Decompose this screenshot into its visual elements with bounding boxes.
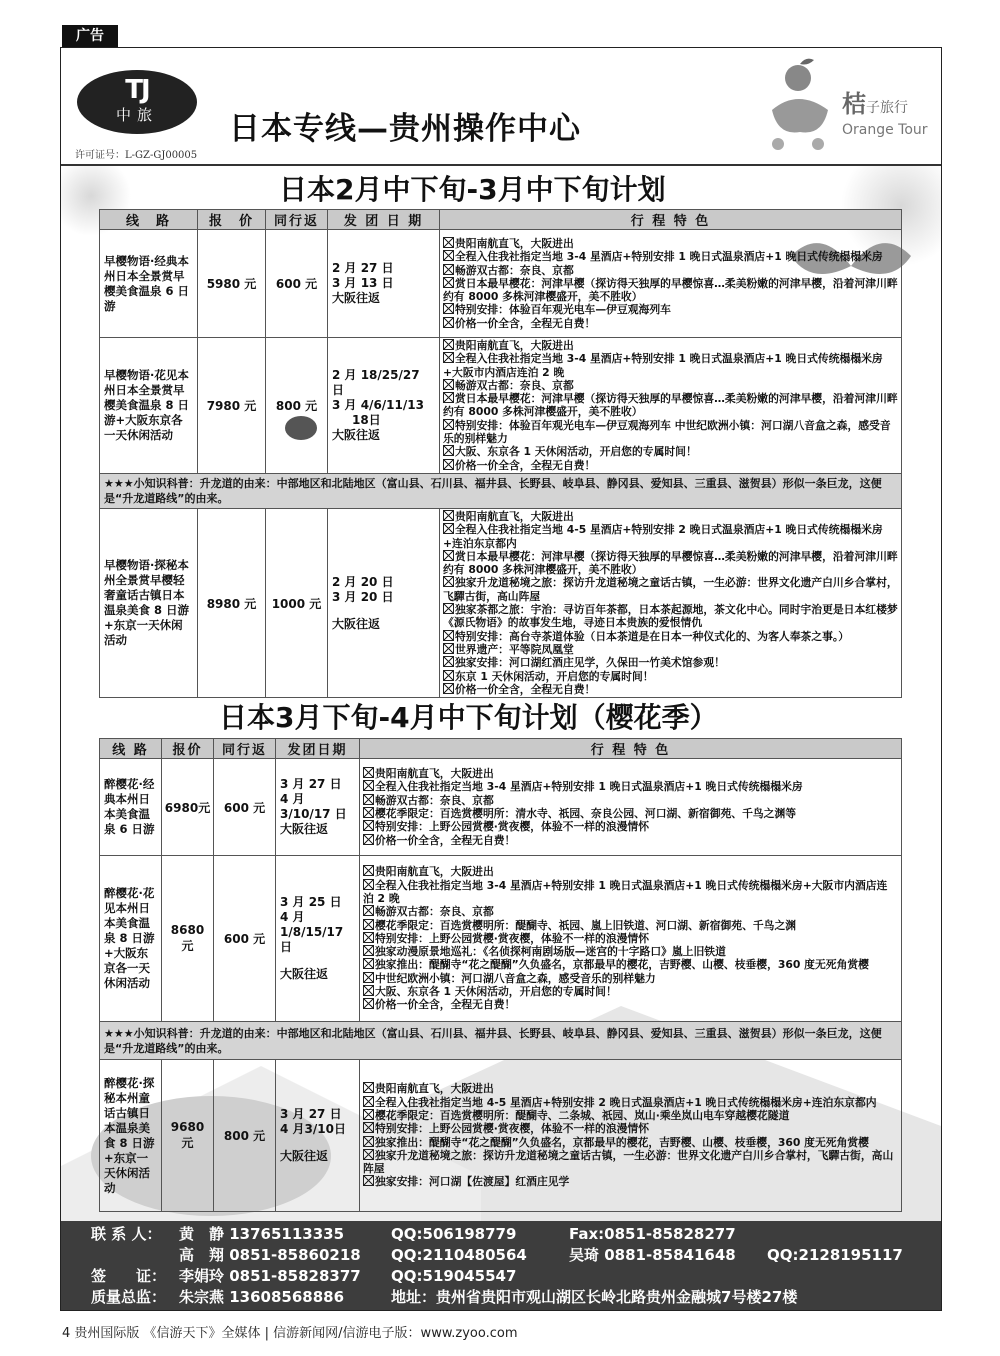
list-item: 世界遗产：平等院凤凰堂: [443, 643, 898, 656]
list-item: 价格一价全含，全程无自费！: [443, 683, 898, 696]
list-item: 价格一价全含，全程无自费！: [443, 317, 898, 330]
orange-brand-cn: 桔子旅行: [842, 89, 908, 118]
col-price: 报 价: [198, 210, 266, 230]
col-route: 线 路: [100, 739, 162, 759]
list-item: 贵阳南航直飞，大阪进出: [443, 339, 898, 352]
itinerary: [360, 1060, 902, 1212]
list-item: 贵阳南航直飞，大阪进出: [443, 237, 898, 250]
contact-phone: 吴琦 0881-85841648: [569, 1246, 736, 1264]
section1-title: 日本2月中下旬-3月中下旬计划: [279, 173, 666, 206]
list-item: 价格一价全含，全程无自费！: [443, 459, 898, 472]
departure-dates: 2 月 20 日 3 月 20 日 大阪往返: [328, 508, 440, 697]
list-item: 独家推出：醍醐寺“花之醍醐”久负盛名，京都最早的樱花，吉野樱、山樱、枝垂樱，360 度无死角赏樱: [363, 1136, 898, 1149]
contact-qq: QQ:2110480564: [391, 1246, 527, 1264]
orange-mascot-icon: [766, 58, 838, 150]
logo-text: 中旅: [115, 106, 158, 124]
price: 7980 元: [198, 338, 266, 474]
col-itinerary: 行 程 特 色: [360, 739, 902, 759]
table-row: [100, 856, 902, 1022]
route-name: 醉樱花·探秘本州童话古镇日本温泉美食 8 日游+东京一天休闲活动: [100, 1060, 162, 1212]
quality-label: 质量总监：: [91, 1288, 167, 1306]
price: 6980元: [162, 759, 214, 856]
list-item: 赏日本最早樱花：河津早樱（探访得天独厚的早樱惊喜…柔美粉嫩的河津早樱，沿着河津川畔约有 8000 多株河津樱盛开，美不胜收）: [443, 549, 898, 577]
ctg-logo: [77, 70, 197, 134]
list-item: 贵阳南航直飞，大阪进出: [363, 865, 898, 878]
price: 8680 元: [162, 856, 214, 1022]
quality-row: [61, 1287, 941, 1308]
list-item: 贵阳南航直飞，大阪进出: [363, 767, 898, 780]
section1-table: [99, 209, 902, 698]
price: 8980 元: [198, 508, 266, 697]
contact-qq: QQ:2128195117: [767, 1246, 903, 1264]
route-name: 早樱物语·经典本州日本全景赏早樱美食温泉 6 日游: [100, 230, 198, 338]
list-item: 全程入住我社指定当地 3-4 星酒店+特别安排 1 晚日式温泉酒店+1 晚日式传统榻榻米房: [363, 780, 898, 793]
list-item: 特别安排：体验百年观光电车—伊豆观海列车 中世纪欧洲小镇：河口湖八音盒之森，感受音乐的别样魅力: [443, 418, 891, 446]
price: 9680 元: [162, 1060, 214, 1212]
itinerary: [360, 856, 902, 1022]
departure-dates: 2 月 27 日 3 月 13 日 大阪往返: [328, 230, 440, 338]
list-item: 价格一价全含，全程无自费！: [363, 998, 898, 1011]
list-item: 特别安排：高台寺茶道体验（日本茶道是在日本一种仪式化的、为客人奉茶之事。）: [443, 630, 898, 643]
list-item: 畅游双古都：奈良、京都: [443, 379, 898, 392]
list-item: 特别安排：体验百年观光电车—伊豆观海列车: [443, 303, 898, 316]
route-name: 早樱物语·探秘本州全景赏早樱轻奢童话古镇日本温泉美食 8 日游+东京一天休闲活动: [100, 508, 198, 697]
section2-table: [99, 738, 902, 1212]
quality-contact: 朱宗燕 13608568886: [179, 1288, 345, 1306]
list-item: 特别安排：上野公园赏樱·赏夜樱，体验不一样的浪漫情怀: [363, 932, 898, 945]
address: 地址：贵州省贵阳市观山湖区长岭北路贵州金融城7号楼27楼: [391, 1288, 798, 1306]
visa-contact: 李娟玲 0851-85828377: [179, 1267, 361, 1285]
col-dates: 发 团 日 期: [328, 210, 440, 230]
contact-phone: 高 翔 0851-85860218: [179, 1246, 361, 1264]
fax-number: Fax:0851-85828277: [569, 1225, 736, 1243]
list-item: 全程入住我社指定当地 3-4 星酒店+特别安排 1 晚日式温泉酒店+1 晚日式传统榻榻米房: [443, 250, 898, 263]
departure-dates: 3 月 25 日 4 月 1/8/15/17日 大阪往返: [276, 856, 360, 1022]
col-rebate: 同行返: [266, 210, 328, 230]
rebate: 1000 元: [266, 508, 328, 697]
note-row: [100, 1022, 902, 1060]
knowledge-note: ★★★小知识科普：升龙道的由来：中部地区和北陆地区（富山县、石川县、福井县、长野县、岐阜县、静冈县、爱知县、三重县、滋贺县）形似一条巨龙，这便是“升龙道路线”的由来。: [100, 1022, 902, 1060]
license-number: 许可证号：L-GZ-GJ00005: [75, 150, 198, 161]
list-item: 中世纪欧洲小镇：河口湖八音盒之森，感受音乐的别样魅力: [363, 972, 898, 985]
table-row: [100, 508, 902, 697]
note-row: [100, 473, 902, 508]
header-divider: [61, 164, 941, 166]
route-name: 早樱物语·花见本州日本全景赏早樱美食温泉 8 日游+大阪东京各一天休闲活动: [100, 338, 198, 474]
list-item: 独家动漫原景地巡礼：《名侦探柯南剧场版—迷宫的十字路口》嵐上旧铁道: [363, 945, 898, 958]
knowledge-note: ★★★小知识科普：升龙道的由来：中部地区和北陆地区（富山县、石川县、福井县、长野县、岐阜县、静冈县、爱知县、三重县、滋贺县）形似一条巨龙，这便是“升龙道路线”的由来。: [100, 473, 902, 508]
advert-frame: [60, 47, 942, 1311]
list-item: 赏日本最早樱花：河津早樱（探访得天独厚的早樱惊喜…柔美粉嫩的河津早樱，沿着河津川畔约有 8000 多株河津樱盛开，美不胜收）: [443, 392, 898, 419]
col-dates: 发团日期: [276, 739, 360, 759]
list-item: 樱花季限定：百选赏樱明所：醍醐寺、祇园、嵐上旧铁道、河口湖、新宿御苑、千鸟之渊: [363, 919, 898, 932]
list-item: 樱花季限定：百选赏樱明所：醍醐寺、二条城、祇园、岚山·乘坐岚山电车穿越樱花隧道: [363, 1109, 898, 1122]
col-itinerary: 行 程 特 色: [440, 210, 902, 230]
list-item: 特别安排：上野公园赏樱·赏夜樱，体验不一样的浪漫情怀: [363, 820, 898, 833]
list-item: 贵阳南航直飞，大阪进出: [443, 510, 898, 523]
list-item: 独家安排：河口湖【佐渡屋】红酒庄见学: [363, 1175, 898, 1188]
itinerary: [440, 508, 902, 697]
contact-label: 联 系 人：: [91, 1225, 162, 1243]
list-item: 价格一价全含，全程无自费！: [363, 834, 898, 847]
list-item: 独家安排：河口湖红酒庄见学，久保田一竹美术馆参观！: [443, 656, 898, 669]
list-item: 独家推出：醍醐寺“花之醍醐”久负盛名，京都最早的樱花，吉野樱、山樱、枝垂樱，360 度无死角赏樱: [363, 958, 898, 971]
list-item: 全程入住我社指定当地 4-5 星酒店+特别安排 2 晚日式温泉酒店+1 晚日式传统榻榻米房+连泊东京都内: [363, 1096, 898, 1109]
list-item: 畅游双古都：奈良、京都: [363, 794, 898, 807]
list-item: 畅游双古都：奈良、京都: [363, 905, 898, 918]
itinerary: [360, 759, 902, 856]
list-item: 樱花季限定：百选赏樱明所：清水寺、祇园、奈良公园、河口湖、新宿御苑、千鸟之渊等: [363, 807, 898, 820]
table-row: [100, 338, 902, 474]
list-item: 特别安排：上野公园赏樱·赏夜樱，体验不一样的浪漫情怀: [363, 1122, 898, 1135]
list-item: 大阪、东京各 1 天休闲活动，开启您的专属时间！: [443, 445, 898, 458]
table-row: [100, 230, 902, 338]
rebate: 800 元: [214, 1060, 276, 1212]
departure-dates: 3 月 27 日 4 月3/10日 大阪往返: [276, 1060, 360, 1212]
departure-dates: 2 月 18/25/27 日 3 月 4/6/11/13 18日 大阪往返: [328, 338, 440, 474]
price: 5980 元: [198, 230, 266, 338]
itinerary: [440, 230, 902, 338]
orange-brand-en: Orange Tour: [842, 122, 928, 138]
list-item: 大阪、东京各 1 天休闲活动，开启您的专属时间！: [363, 985, 898, 998]
visa-label: 签 证：: [91, 1267, 167, 1285]
ad-label: 广告: [62, 25, 118, 47]
section2-title: 日本3月下旬-4月中下旬计划（樱花季）: [219, 701, 718, 734]
list-item: 全程入住我社指定当地 3-4 星酒店+特别安排 1 晚日式温泉酒店+1 晚日式传统榻榻米房+大阪市内酒店连泊 2 晚: [363, 878, 888, 905]
list-item: 独家升龙道秘境之旅：探访升龙道秘境之童话古镇，一生必游：世界文化遗产白川乡合掌村，飞驒古街，高山阵屋: [363, 1148, 894, 1176]
list-item: 独家升龙道秘境之旅：探访升龙道秘境之童话古镇，一生必游：世界文化遗产白川乡合掌村，飞驒古街，高山阵屋: [443, 576, 898, 603]
list-item: 独家茶都之旅：宇治：寻访百年茶都，日本茶起源地，茶文化中心。同时宇治更是日本红楼梦《源氏物语》的故事发生地，寻迹日本贵族的爱恨情仇: [443, 603, 898, 630]
visa-qq: QQ:519045547: [391, 1267, 517, 1285]
route-name: 醉樱花·经典本州日本美食温泉 6 日游: [100, 759, 162, 856]
list-item: 贵阳南航直飞，大阪进出: [363, 1082, 898, 1095]
rebate: 600 元: [214, 856, 276, 1022]
contact-row: [61, 1245, 941, 1266]
table-header: [100, 210, 902, 230]
logo-mark: TJ: [125, 75, 149, 105]
contact-qq: QQ:506198779: [391, 1225, 517, 1243]
contact-row: [61, 1224, 941, 1245]
table-row: [100, 1060, 902, 1212]
table-row: [100, 759, 902, 856]
list-item: 全程入住我社指定当地 3-4 星酒店+特别安排 1 晚日式温泉酒店+1 晚日式传统榻榻米房+大阪市内酒店连泊 2 晚: [443, 352, 883, 379]
list-item: 赏日本最早樱花：河津早樱（探访得天独厚的早樱惊喜…柔美粉嫩的河津早樱，沿着河津川畔约有 8000 多株河津樱盛开，美不胜收）: [443, 276, 898, 304]
departure-dates: 3 月 27 日 4 月 3/10/17 日 大阪往返: [276, 759, 360, 856]
rebate: 800 元: [266, 338, 328, 474]
rebate: 600 元: [214, 759, 276, 856]
contact-phone: 黄 静 13765113335: [179, 1225, 345, 1243]
table-header: [100, 739, 902, 759]
page-footer-line: 4 贵州国际版 《信游天下》全媒体 | 信游新闻网/信游电子版：www.zyoo.com: [62, 1326, 518, 1341]
col-rebate: 同行返: [214, 739, 276, 759]
col-route: 线 路: [100, 210, 198, 230]
visa-row: [61, 1266, 941, 1287]
contact-footer: [61, 1221, 941, 1310]
header: [61, 48, 941, 166]
page-title: 日本专线—贵州操作中心: [229, 111, 581, 147]
list-item: 畅游双古都：奈良、京都: [443, 264, 898, 277]
route-name: 醉樱花·花见本州日本美食温泉 8 日游+大阪东京各一天休闲活动: [100, 856, 162, 1022]
col-price: 报价: [162, 739, 214, 759]
rebate: 600 元: [266, 230, 328, 338]
itinerary: [440, 338, 902, 474]
list-item: 东京 1 天休闲活动，开启您的专属时间！: [443, 670, 898, 683]
orange-tour-logo: [766, 56, 936, 156]
list-item: 全程入住我社指定当地 4-5 星酒店+特别安排 2 晚日式温泉酒店+1 晚日式传统榻榻米房+连泊东京都内: [443, 523, 883, 550]
